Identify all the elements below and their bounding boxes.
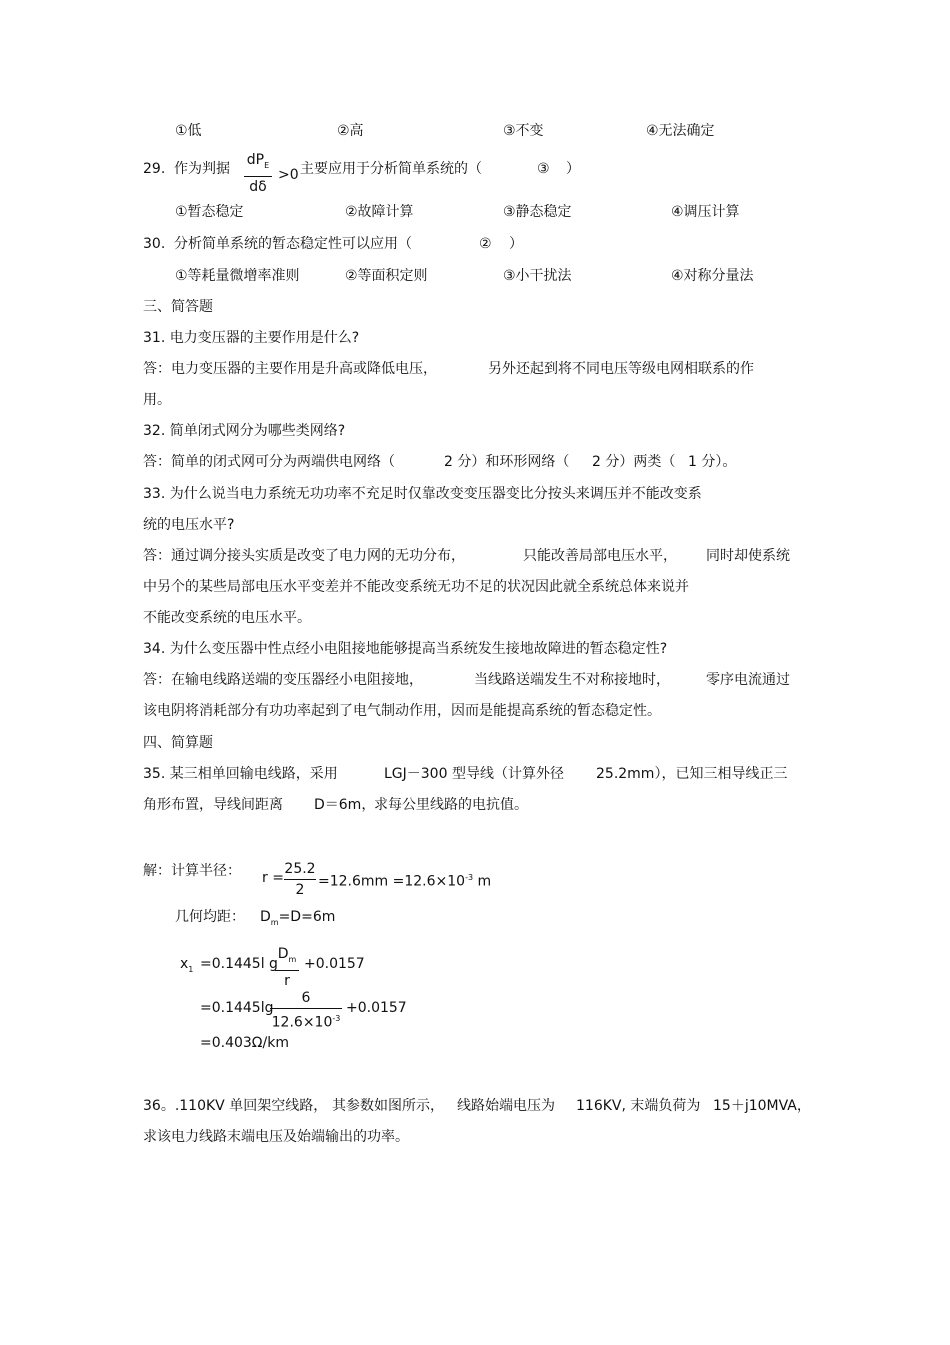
q29-number: 29. [143,161,166,177]
solution-r-den: 2 [295,882,305,898]
q29-option-2: ②故障计算 [345,204,414,220]
q32-answer-a: 答：简单的闭式网可分为两端供电网络（ [143,454,395,470]
q34-question: 34. 为什么变压器中性点经小电阻接地能够提高当系统发生接地故障进的暂态稳定性? [143,641,668,657]
fraction-bar [275,970,299,971]
q34-answer-c: 零序电流通过 [706,672,790,688]
x1-letter: x [180,956,189,972]
q29-close-paren: ） [566,161,580,177]
solution-r-rhs [318,869,491,891]
dm-rhs: =D=6m [278,909,336,925]
q33-question-line1: 33. 为什么说当电力系统无功功率不充足时仅靠改变变压器变比分按头来调压并不能改变系 [143,486,702,502]
q34-answer-line2: 该电阴将消耗部分有功功率起到了电气制动作用，因而是能提高系统的暂态稳定性。 [143,703,661,719]
solution-r-num: 25.2 [284,861,316,877]
q32-question: 32. 简单闭式网分为哪些类网络? [143,423,346,439]
solution-label: 解：计算半径： [143,863,241,879]
q29-option-4: ④调压计算 [671,204,740,220]
q32-answer-b: 2 分）和环形网络（ [444,454,570,470]
q30-option-4: ④对称分量法 [671,268,754,284]
q31-question: 31. 电力变压器的主要作用是什么? [143,330,360,346]
q30-option-3: ③小干扰法 [503,268,572,284]
solution-r-exponent: -3 [465,873,474,882]
q29-greater-than: >0 [278,167,299,183]
q33-answer-b: 只能改善局部电压水平， [523,548,677,564]
q28-option-4: ④无法确定 [646,123,715,139]
q33-answer-a: 答：通过调分接头实质是改变了电力网的无功分布， [143,548,465,564]
q33-question-line2: 统的电压水平? [143,517,235,533]
q36-text-d: 116KV, 末端负荷为 [576,1098,701,1114]
q30-close-paren: ） [509,236,523,252]
q31-answer-b: 另外还起到将不同电压等级电网相联系的作 [488,361,754,377]
line2-equation-tail: +0.0157 [346,1000,407,1016]
q29-option-3: ③静态稳定 [503,204,572,220]
q30-option-2: ②等面积定则 [345,268,428,284]
q31-answer-a: 答：电力变压器的主要作用是升高或降低电压， [143,361,437,377]
fraction-bar [244,176,272,177]
x1-fraction [275,945,299,990]
q29-frac-num-sub: E [264,160,270,170]
q29-option-1: ①暂态稳定 [175,204,244,220]
q36-text-b: 其参数如图所示， [332,1098,444,1114]
x1-frac-num: D [277,946,289,962]
q29-text-pre: 作为判据 [174,161,230,177]
q36-text-e: 15＋j10MVA， [713,1098,811,1114]
dm-subscript: m [270,917,279,927]
q29-frac-den: dδ [249,178,267,195]
fraction-bar [284,879,316,880]
line2-frac-den: 12.6×10 [271,1014,333,1031]
q36-text-a: 36。.110KV 单回架空线路， [143,1098,328,1114]
q30-answer: ② [479,236,492,252]
q35-text-c: 25.2mm），已知三相导线正三 [596,766,788,782]
q33-answer-c: 同时却使系统 [706,548,790,564]
q35-text-f: 求每公里线路的电抗值。 [374,797,528,813]
line2-frac-den-exp: -3 [332,1014,341,1023]
q30-number: 30. [143,236,166,252]
q33-answer-line2: 中另个的某些局部电压水平变差并不能改变系统无功不足的状况因此就全系统总体来说并 [143,579,689,595]
q30-option-1: ①等耗量微增率准则 [175,268,300,284]
x1-frac-num-sub: m [288,954,297,964]
q30-text: 分析简单系统的暂态稳定性可以应用（ [174,236,412,252]
section-3-heading: 三、简答题 [143,299,213,315]
line2-frac-num: 6 [301,990,311,1006]
fraction-bar [270,1008,342,1009]
q28-option-3: ③不变 [503,123,544,139]
q29-frac-num: dP [246,152,265,168]
q35-text-b: LGJ－300 型导线（计算外径 [384,766,564,782]
q32-answer-d: 1 分）。 [688,454,737,470]
solution-r-rhs-value: =12.6mm =12.6×10 [318,873,466,890]
x1-frac-den: r [284,972,290,989]
q34-answer-b: 当线路送端发生不对称接地时， [474,672,670,688]
x1-subscript: 1 [188,964,194,974]
q35-text-a: 35. 某三相单回输电线路，采用 [143,766,338,782]
solution-result: =0.403Ω/km [200,1035,289,1051]
geometric-mean-label: 几何均距： [175,909,245,925]
q29-text-post: 主要应用于分析简单系统的（ [300,161,482,177]
solution-r-lhs: r = [262,870,284,886]
q34-answer-a: 答：在输电线路送端的变压器经小电阻接地， [143,672,423,688]
x1-symbol [180,955,193,979]
line2-fraction [270,989,342,1032]
x1-equation-tail: +0.0157 [304,956,365,972]
q35-text-d: 角形布置，导线间距离 [143,797,283,813]
q33-answer-line3: 不能改变系统的电压水平。 [143,610,311,626]
solution-r-fraction [284,860,316,899]
q35-text-e: D＝6m， [314,797,376,813]
q29-fraction [244,151,272,196]
q32-answer-c: 2 分）两类（ [592,454,676,470]
section-4-heading: 四、简算题 [143,735,213,751]
line2-equation-start: =0.1445lg [200,1000,274,1016]
q29-answer: ③ [537,161,550,177]
q28-option-1: ①低 [175,123,202,139]
dm-equation [260,908,335,932]
q31-answer-c: 用。 [143,392,171,408]
q36-text-line2: 求该电力线路末端电压及始端输出的功率。 [143,1129,409,1145]
dm-symbol: D [260,909,271,925]
x1-equation-start: =0.1445l g [200,956,278,972]
solution-r-unit: m [473,873,492,890]
q36-text-c: 线路始端电压为 [457,1098,555,1114]
q28-option-2: ②高 [337,123,364,139]
